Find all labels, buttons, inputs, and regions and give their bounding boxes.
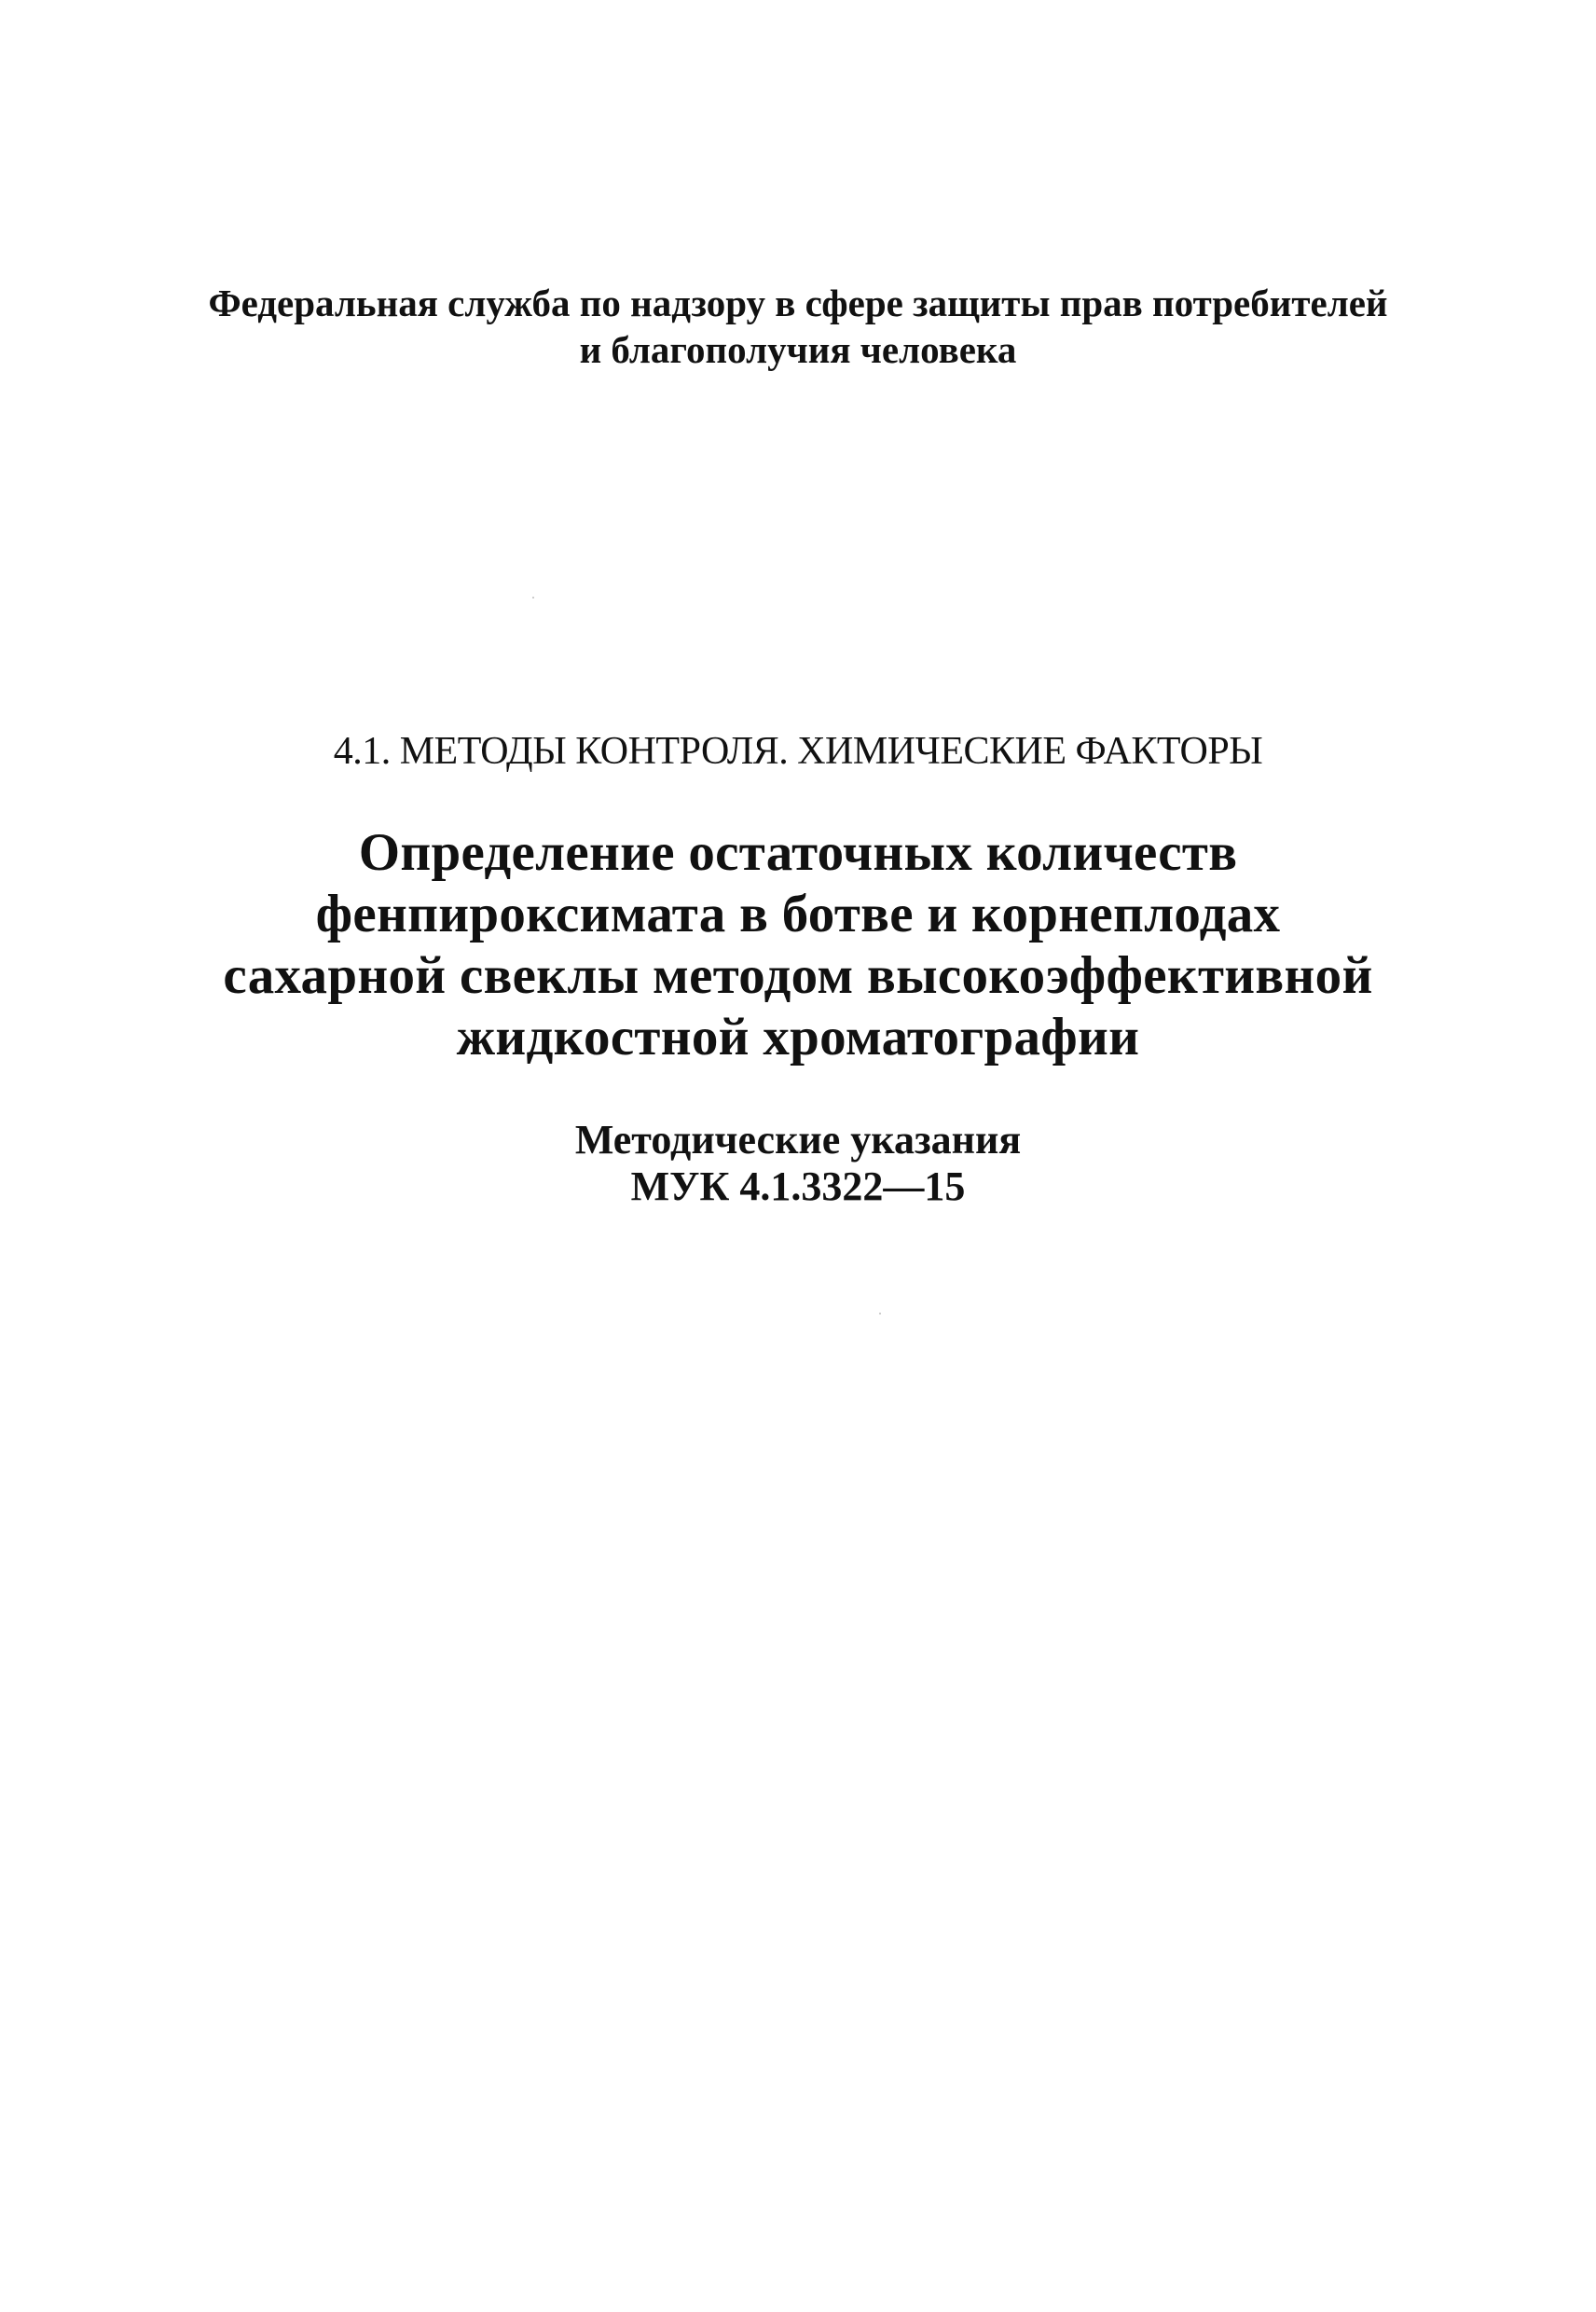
agency-line-2: и благополучия человека (579, 328, 1017, 371)
section-heading: 4.1. МЕТОДЫ КОНТРОЛЯ. ХИМИЧЕСКИЕ ФАКТОРЫ (333, 730, 1263, 773)
title-line-4: жидкостной хроматографии (456, 1008, 1140, 1067)
title-line-3: сахарной свеклы методом высокоэффективной (223, 946, 1373, 1005)
agency-header (140, 280, 1456, 373)
document-type-label: Методические указания (574, 1117, 1022, 1163)
title-line-1: Определение остаточных количеств (358, 823, 1238, 882)
title-line-2: фенпироксимата в ботве и корнеплодах (315, 885, 1281, 943)
document-type (140, 1117, 1456, 1210)
document-code: МУК 4.1.3322—15 (630, 1163, 966, 1209)
document-title (140, 822, 1456, 1068)
scan-speck (879, 1313, 881, 1314)
agency-line-1: Федеральная служба по надзору в сфере защиты прав потребителей (208, 282, 1388, 324)
scan-speck (532, 597, 534, 599)
